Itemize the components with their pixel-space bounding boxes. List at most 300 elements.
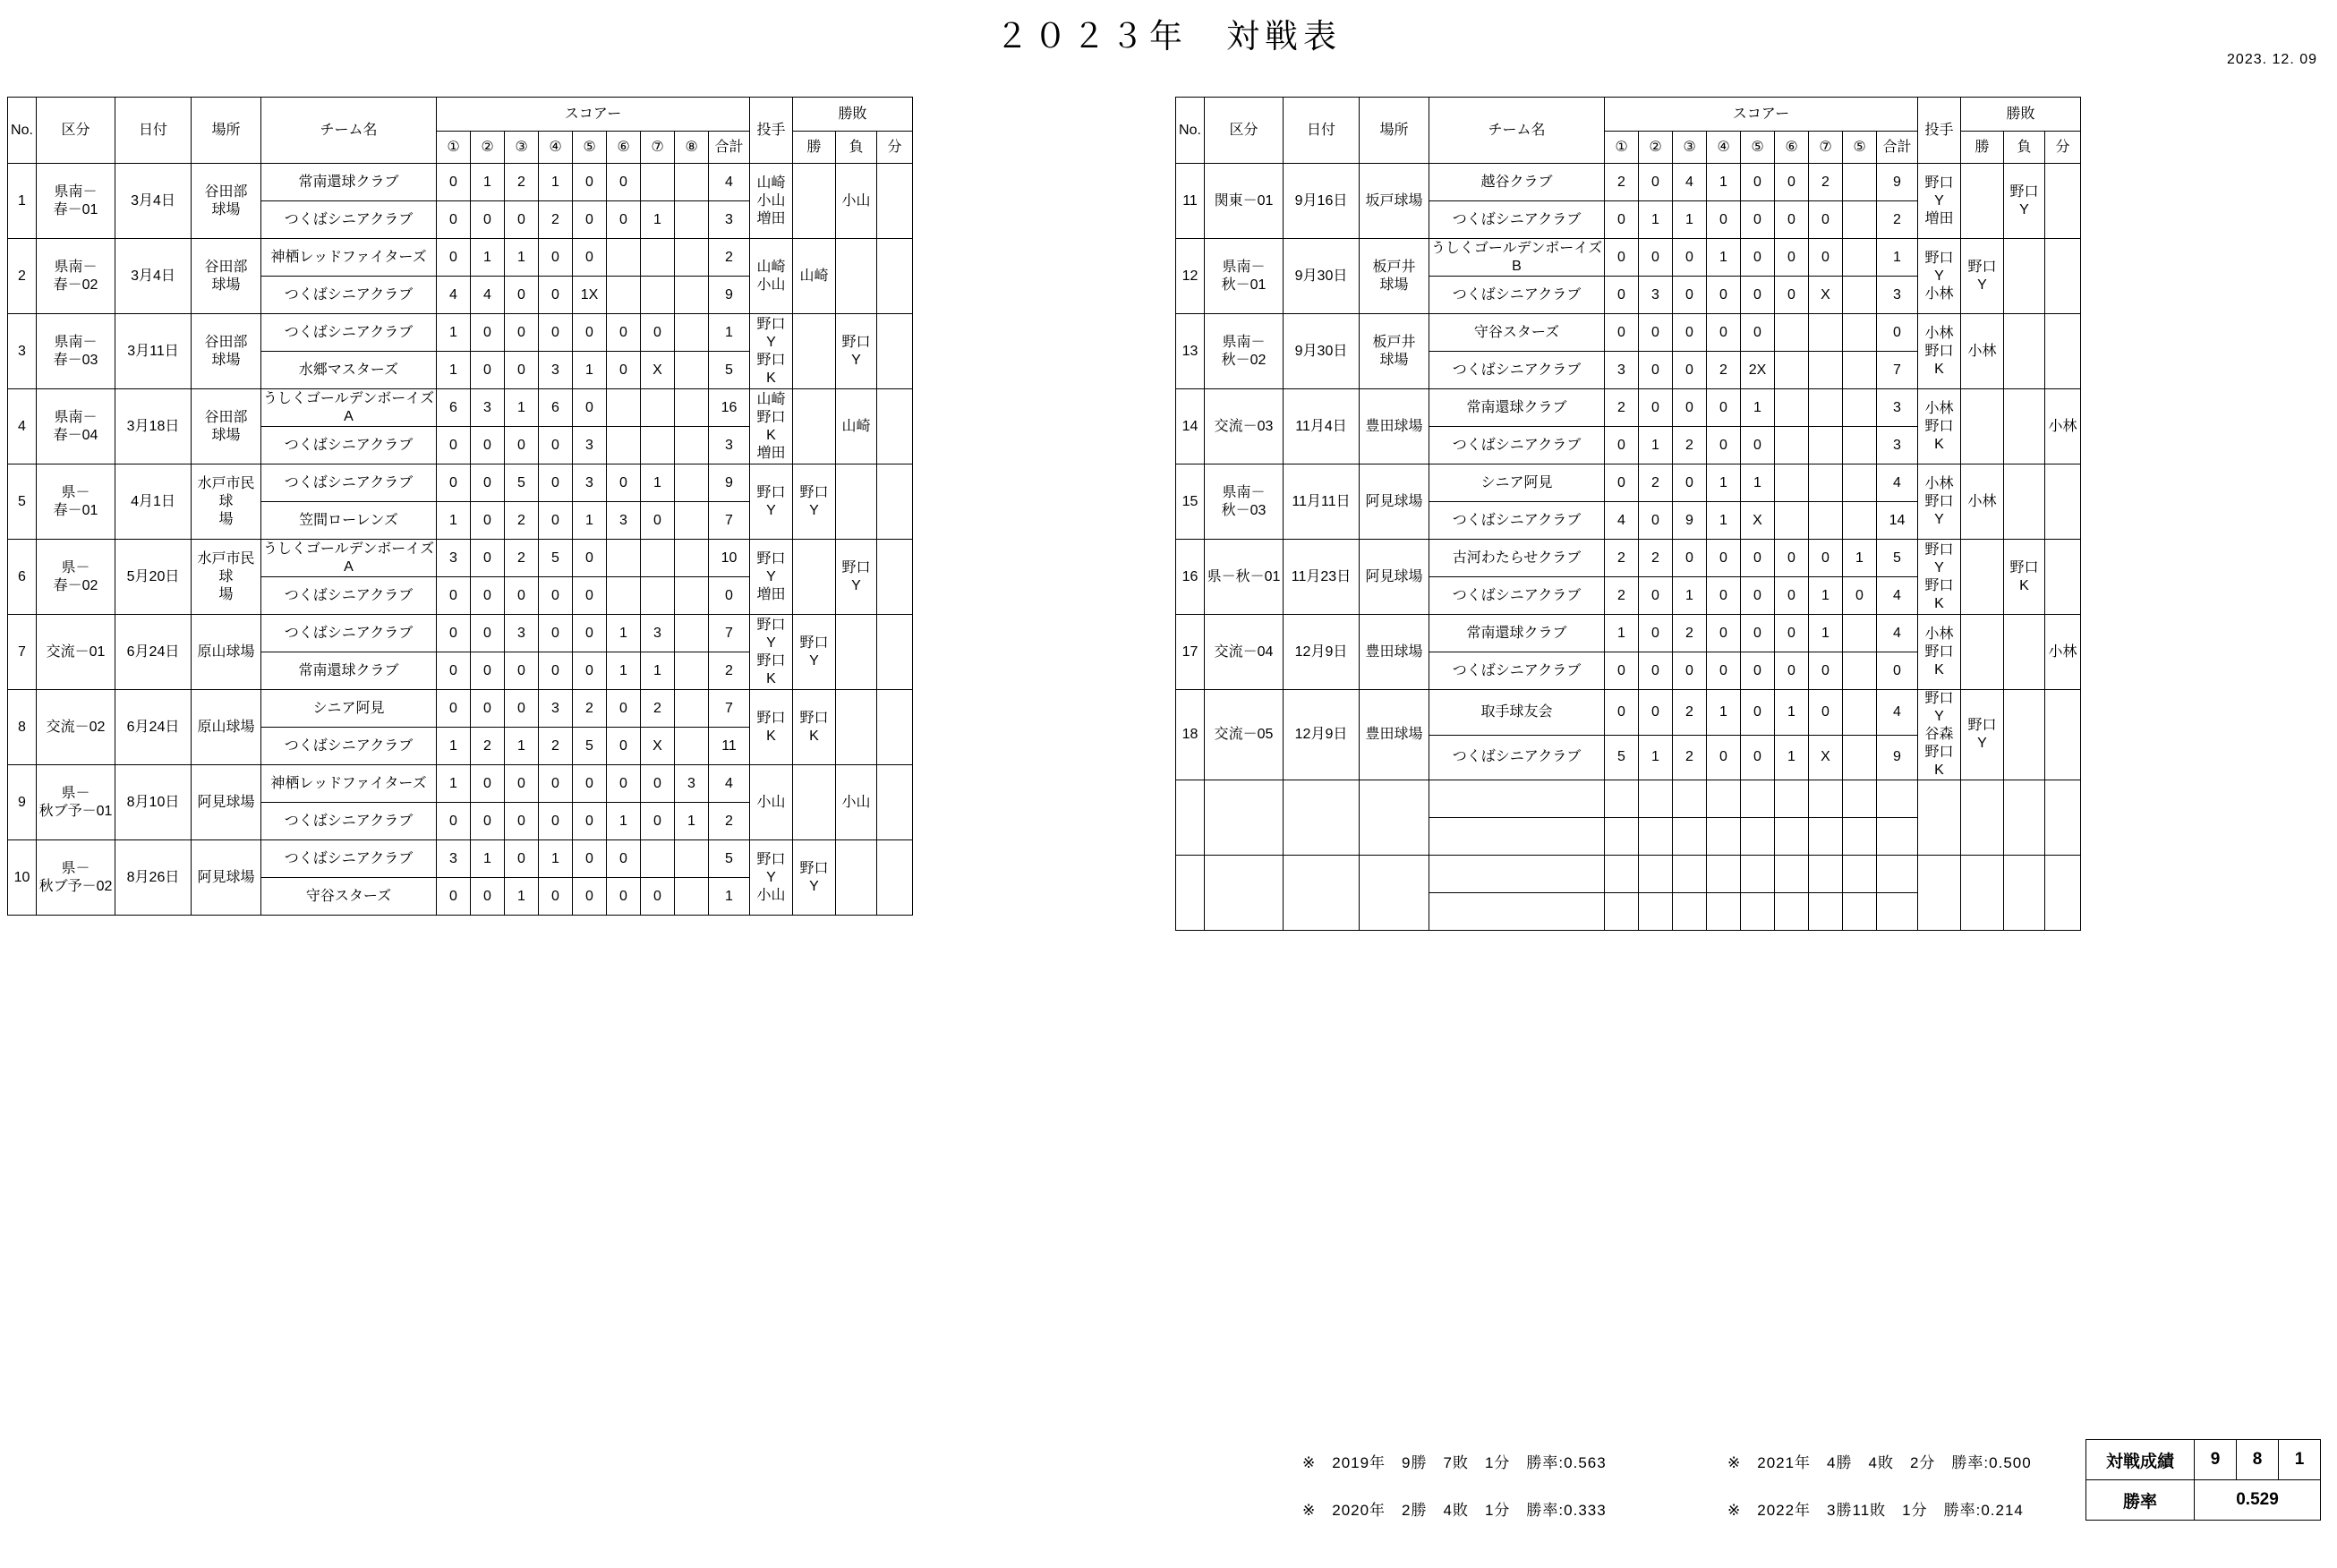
team-total: 7 [1877,352,1918,389]
footnotes-column-2 [1727,1450,2032,1545]
inning-score-7: 0 [1809,201,1843,239]
team-name: 常南還球クラブ [1429,389,1605,427]
inning-score-3: 4 [1673,164,1707,201]
inning-score-1: 3 [1605,352,1639,389]
team-total: 9 [709,464,750,502]
inning-score-4 [1707,818,1741,856]
col-pitcher: 投手 [1918,98,1961,164]
inning-score-6: 0 [1775,577,1809,615]
row-place: 谷田部 球場 [192,389,261,464]
row-win [1961,856,2004,931]
inning-score-4: 0 [1707,201,1741,239]
inning-score-2: 1 [1639,735,1673,780]
inning-score-7 [1809,780,1843,818]
table-row [8,765,913,803]
inning-score-3: 0 [505,352,539,389]
inning-score-6: 0 [607,201,641,239]
team-total: 5 [1877,540,1918,577]
team-name: つくばシニアクラブ [261,803,437,840]
inning-score-5: 0 [573,577,607,615]
inning-score-8 [1843,277,1877,314]
inning-score-8 [1843,652,1877,690]
row-date [1284,780,1360,856]
inning-score-1: 0 [1605,277,1639,314]
inning-score-8 [675,164,709,201]
row-place: 谷田部 球場 [192,314,261,389]
inning-score-1: 0 [437,803,471,840]
col-date: 日付 [1284,98,1360,164]
inning-score-5: 1 [1741,464,1775,502]
table-row [1176,856,2081,893]
inning-score-6 [1775,427,1809,464]
inning-score-2: 0 [1639,314,1673,352]
row-draw [877,389,913,464]
team-name: 神栖レッドファイターズ [261,239,437,277]
inning-score-4: 0 [539,803,573,840]
inning-score-7: 0 [641,878,675,916]
inning-score-2: 0 [1639,690,1673,736]
row-date: 4月1日 [115,464,192,540]
team-name: つくばシニアクラブ [1429,577,1605,615]
row-kubun: 交流－03 [1205,389,1284,464]
row-date: 12月9日 [1284,615,1360,690]
inning-score-4: 5 [539,540,573,577]
inning-score-1: 0 [437,427,471,464]
row-no: 6 [8,540,37,615]
table-row [8,389,913,427]
inning-score-5: 0 [1741,201,1775,239]
inning-score-3: 0 [1673,314,1707,352]
row-win: 小林 [1961,314,2004,389]
team-name: つくばシニアクラブ [1429,427,1605,464]
row-place: 板戸井 球場 [1360,314,1429,389]
row-pitcher: 野口 Y 野口 K [750,615,793,690]
row-no: 8 [8,690,37,765]
row-kubun: 県－秋－01 [1205,540,1284,615]
inning-score-4: 0 [539,277,573,314]
inning-score-4: 1 [539,840,573,878]
inning-score-4: 1 [1707,690,1741,736]
inning-score-1: 0 [1605,427,1639,464]
row-lose [2004,464,2045,540]
col-pitcher: 投手 [750,98,793,164]
row-no [1176,856,1205,931]
inning-score-6 [1775,780,1809,818]
col-inning-7: ⑦ [1809,132,1843,164]
row-pitcher: 野口 Y 谷森 野口 K [1918,690,1961,780]
inning-score-5: 0 [1741,577,1775,615]
row-kubun: 県南－ 春－02 [37,239,115,314]
table-row [1176,780,2081,818]
inning-score-2: 0 [471,803,505,840]
inning-score-4 [1707,780,1741,818]
inning-score-3: 2 [505,540,539,577]
col-inning-3: ③ [505,132,539,164]
team-name: 常南還球クラブ [1429,615,1605,652]
team-name [1429,893,1605,931]
inning-score-7: 0 [641,502,675,540]
inning-score-2: 1 [1639,201,1673,239]
inning-score-7 [1809,352,1843,389]
inning-score-5: 0 [1741,652,1775,690]
row-no: 2 [8,239,37,314]
inning-score-4: 0 [1707,577,1741,615]
row-draw [2045,239,2081,314]
team-total [1877,780,1918,818]
team-total [1877,893,1918,931]
col-place: 場所 [192,98,261,164]
row-win [1961,780,2004,856]
inning-score-8 [675,615,709,652]
team-name: つくばシニアクラブ [261,840,437,878]
team-name: 笠間ローレンズ [261,502,437,540]
row-pitcher: 野口 Y 小林 [1918,239,1961,314]
inning-score-2: 0 [471,652,505,690]
inning-score-7 [1809,856,1843,893]
team-total: 1 [709,314,750,352]
inning-score-3: 3 [505,615,539,652]
inning-score-7 [641,540,675,577]
row-no: 12 [1176,239,1205,314]
row-draw [877,464,913,540]
inning-score-6: 0 [1775,615,1809,652]
row-date: 9月30日 [1284,314,1360,389]
row-kubun: 関東－01 [1205,164,1284,239]
footnotes-column-1 [1302,1450,1607,1545]
inning-score-2: 1 [471,239,505,277]
inning-score-3 [1673,780,1707,818]
summary-box [2085,1439,2321,1521]
inning-score-5: X [1741,502,1775,540]
inning-score-3: 1 [505,878,539,916]
col-inning-3: ③ [1673,132,1707,164]
inning-score-3: 1 [1673,577,1707,615]
inning-score-4: 1 [1707,239,1741,277]
inning-score-4: 0 [1707,652,1741,690]
row-no: 18 [1176,690,1205,780]
row-place: 谷田部 球場 [192,164,261,239]
row-pitcher: 小林 野口 K [1918,314,1961,389]
inning-score-8 [675,201,709,239]
row-lose [836,464,877,540]
col-inning-6: ⑥ [607,132,641,164]
row-kubun: 県南－ 春－03 [37,314,115,389]
inning-score-1: 0 [437,239,471,277]
summary-wins: 9 [2195,1440,2237,1480]
inning-score-4: 1 [1707,502,1741,540]
col-inning-1: ① [437,132,471,164]
inning-score-8 [1843,780,1877,818]
inning-score-1: 0 [437,690,471,728]
row-draw [2045,314,2081,389]
inning-score-1: 2 [1605,164,1639,201]
inning-score-6: 0 [607,690,641,728]
team-total: 4 [1877,690,1918,736]
inning-score-7: X [1809,277,1843,314]
inning-score-1 [1605,818,1639,856]
inning-score-6 [607,389,641,427]
inning-score-1: 2 [1605,577,1639,615]
inning-score-5: 0 [573,314,607,352]
row-lose [836,239,877,314]
col-no: No. [1176,98,1205,164]
team-total: 3 [1877,427,1918,464]
inning-score-7 [641,389,675,427]
row-no: 10 [8,840,37,916]
row-win [793,164,836,239]
inning-score-8 [1843,856,1877,893]
inning-score-3: 0 [505,803,539,840]
row-draw [877,690,913,765]
inning-score-1: 5 [1605,735,1639,780]
row-place: 阿見球場 [1360,540,1429,615]
inning-score-5: 0 [1741,277,1775,314]
row-kubun: 県－ 春－01 [37,464,115,540]
col-inning-5: ⑤ [1741,132,1775,164]
summary-rate-row [2086,1480,2321,1521]
row-pitcher: 野口 Y 増田 [1918,164,1961,239]
inning-score-7: 0 [1809,540,1843,577]
inning-score-8 [675,652,709,690]
team-total: 1 [1877,239,1918,277]
inning-score-4: 2 [539,728,573,765]
row-win [1961,389,2004,464]
inning-score-1: 3 [437,540,471,577]
row-no: 9 [8,765,37,840]
team-total: 11 [709,728,750,765]
team-name: うしくゴールデンボーイズA [261,389,437,427]
row-kubun: 交流－04 [1205,615,1284,690]
row-place: 阿見球場 [192,840,261,916]
row-draw [2045,164,2081,239]
inning-score-1: 6 [437,389,471,427]
inning-score-5: 0 [1741,690,1775,736]
inning-score-7 [641,164,675,201]
team-total: 4 [1877,464,1918,502]
inning-score-4: 1 [1707,464,1741,502]
col-lose: 負 [2004,132,2045,164]
row-place [1360,780,1429,856]
inning-score-7: X [1809,735,1843,780]
inning-score-6: 0 [607,314,641,352]
row-draw [877,540,913,615]
inning-score-7: 3 [641,615,675,652]
row-kubun [1205,780,1284,856]
inning-score-8 [675,239,709,277]
inning-score-4: 0 [1707,735,1741,780]
inning-score-6: 0 [1775,239,1809,277]
inning-score-4: 0 [539,427,573,464]
table-row [8,239,913,277]
inning-score-6: 0 [607,765,641,803]
inning-score-1: 0 [437,615,471,652]
team-total: 7 [709,690,750,728]
inning-score-3: 5 [505,464,539,502]
row-place: 阿見球場 [1360,464,1429,540]
row-draw [2045,540,2081,615]
inning-score-2: 0 [1639,164,1673,201]
inning-score-3: 0 [1673,540,1707,577]
row-place: 水戸市民球 場 [192,464,261,540]
row-draw [877,164,913,239]
inning-score-1: 0 [437,577,471,615]
inning-score-8 [675,690,709,728]
inning-score-1: 0 [1605,239,1639,277]
inning-score-6 [1775,818,1809,856]
inning-score-5: 0 [573,239,607,277]
inning-score-4: 0 [539,577,573,615]
row-no: 4 [8,389,37,464]
row-date [1284,856,1360,931]
inning-score-1: 4 [437,277,471,314]
inning-score-7 [641,277,675,314]
team-name: つくばシニアクラブ [261,201,437,239]
team-total: 4 [1877,577,1918,615]
row-place: 豊田球場 [1360,690,1429,780]
row-date: 11月4日 [1284,389,1360,464]
inning-score-5: 1X [573,277,607,314]
inning-score-2: 0 [471,502,505,540]
inning-score-2: 0 [471,878,505,916]
inning-score-5: 0 [573,765,607,803]
inning-score-4: 0 [539,878,573,916]
inning-score-5: 0 [1741,164,1775,201]
inning-score-2: 1 [1639,427,1673,464]
inning-score-6 [1775,352,1809,389]
inning-score-6 [1775,893,1809,931]
row-draw [877,765,913,840]
inning-score-2: 0 [1639,577,1673,615]
inning-score-6: 0 [1775,164,1809,201]
row-kubun: 県南－ 春－04 [37,389,115,464]
inning-score-7: 2 [1809,164,1843,201]
team-total [1877,818,1918,856]
team-name: つくばシニアクラブ [1429,652,1605,690]
row-no: 13 [1176,314,1205,389]
match-table-right [1175,97,2081,931]
inning-score-3: 0 [505,765,539,803]
inning-score-1: 0 [437,652,471,690]
row-draw [877,314,913,389]
inning-score-8 [675,840,709,878]
summary-rate-value: 0.529 [2195,1480,2321,1521]
inning-score-1: 3 [437,840,471,878]
inning-score-3: 0 [505,690,539,728]
team-name [1429,780,1605,818]
row-no: 15 [1176,464,1205,540]
inning-score-3: 1 [505,239,539,277]
col-score-group: スコアー [1605,98,1918,132]
inning-score-4: 3 [539,690,573,728]
inning-score-1: 0 [1605,314,1639,352]
row-win: 野口 Y [1961,690,2004,780]
inning-score-2: 0 [471,314,505,352]
col-draw: 分 [2045,132,2081,164]
row-draw [2045,464,2081,540]
inning-score-4: 0 [1707,540,1741,577]
col-team: チーム名 [1429,98,1605,164]
row-lose [2004,239,2045,314]
row-date: 3月4日 [115,164,192,239]
team-name: シニア阿見 [1429,464,1605,502]
row-kubun: 県南－ 秋－01 [1205,239,1284,314]
row-win [793,389,836,464]
team-name: シニア阿見 [261,690,437,728]
row-draw [877,840,913,916]
col-inning-5: ⑤ [573,132,607,164]
team-total: 7 [709,615,750,652]
row-pitcher: 山崎 小山 増田 [750,164,793,239]
row-kubun: 県南－ 秋－03 [1205,464,1284,540]
inning-score-1: 1 [437,352,471,389]
inning-score-5: 0 [573,389,607,427]
row-lose: 野口 Y [2004,164,2045,239]
team-name: つくばシニアクラブ [1429,352,1605,389]
inning-score-5: 0 [1741,314,1775,352]
row-lose [2004,690,2045,780]
inning-score-3: 0 [1673,277,1707,314]
inning-score-2: 2 [1639,464,1673,502]
inning-score-5: 0 [1741,427,1775,464]
inning-score-6 [1775,856,1809,893]
inning-score-6: 1 [607,803,641,840]
team-total: 9 [1877,735,1918,780]
inning-score-3: 1 [505,728,539,765]
inning-score-6: 0 [607,840,641,878]
row-no: 5 [8,464,37,540]
row-place [1360,856,1429,931]
match-table-right-body [1176,164,2081,931]
team-total: 3 [1877,277,1918,314]
team-name: つくばシニアクラブ [1429,201,1605,239]
row-place: 谷田部 球場 [192,239,261,314]
inning-score-3: 0 [505,314,539,352]
team-total: 2 [709,803,750,840]
inning-score-8 [1843,164,1877,201]
inning-score-4: 3 [539,352,573,389]
inning-score-2: 0 [1639,502,1673,540]
inning-score-3: 0 [1673,652,1707,690]
team-name: 古河わたらせクラブ [1429,540,1605,577]
inning-score-5: 0 [1741,735,1775,780]
inning-score-6 [1775,389,1809,427]
inning-score-3 [1673,893,1707,931]
col-inning-4: ④ [539,132,573,164]
table-row [1176,690,2081,736]
row-place: 水戸市民球 場 [192,540,261,615]
inning-score-5: 1 [573,352,607,389]
inning-score-8: 3 [675,765,709,803]
inning-score-5: 2 [573,690,607,728]
inning-score-7: 0 [641,803,675,840]
inning-score-5: 0 [1741,239,1775,277]
inning-score-7: X [641,352,675,389]
inning-score-7 [1809,427,1843,464]
inning-score-2: 0 [471,540,505,577]
inning-score-1 [1605,856,1639,893]
row-win [1961,615,2004,690]
inning-score-5 [1741,893,1775,931]
row-place: 豊田球場 [1360,389,1429,464]
col-inning-6: ⑥ [1775,132,1809,164]
row-lose: 小山 [836,164,877,239]
row-date: 6月24日 [115,615,192,690]
inning-score-4: 1 [539,164,573,201]
summary-draws: 1 [2279,1440,2321,1480]
inning-score-3 [1673,856,1707,893]
team-name: うしくゴールデンボーイズB [1429,239,1605,277]
row-date: 9月30日 [1284,239,1360,314]
